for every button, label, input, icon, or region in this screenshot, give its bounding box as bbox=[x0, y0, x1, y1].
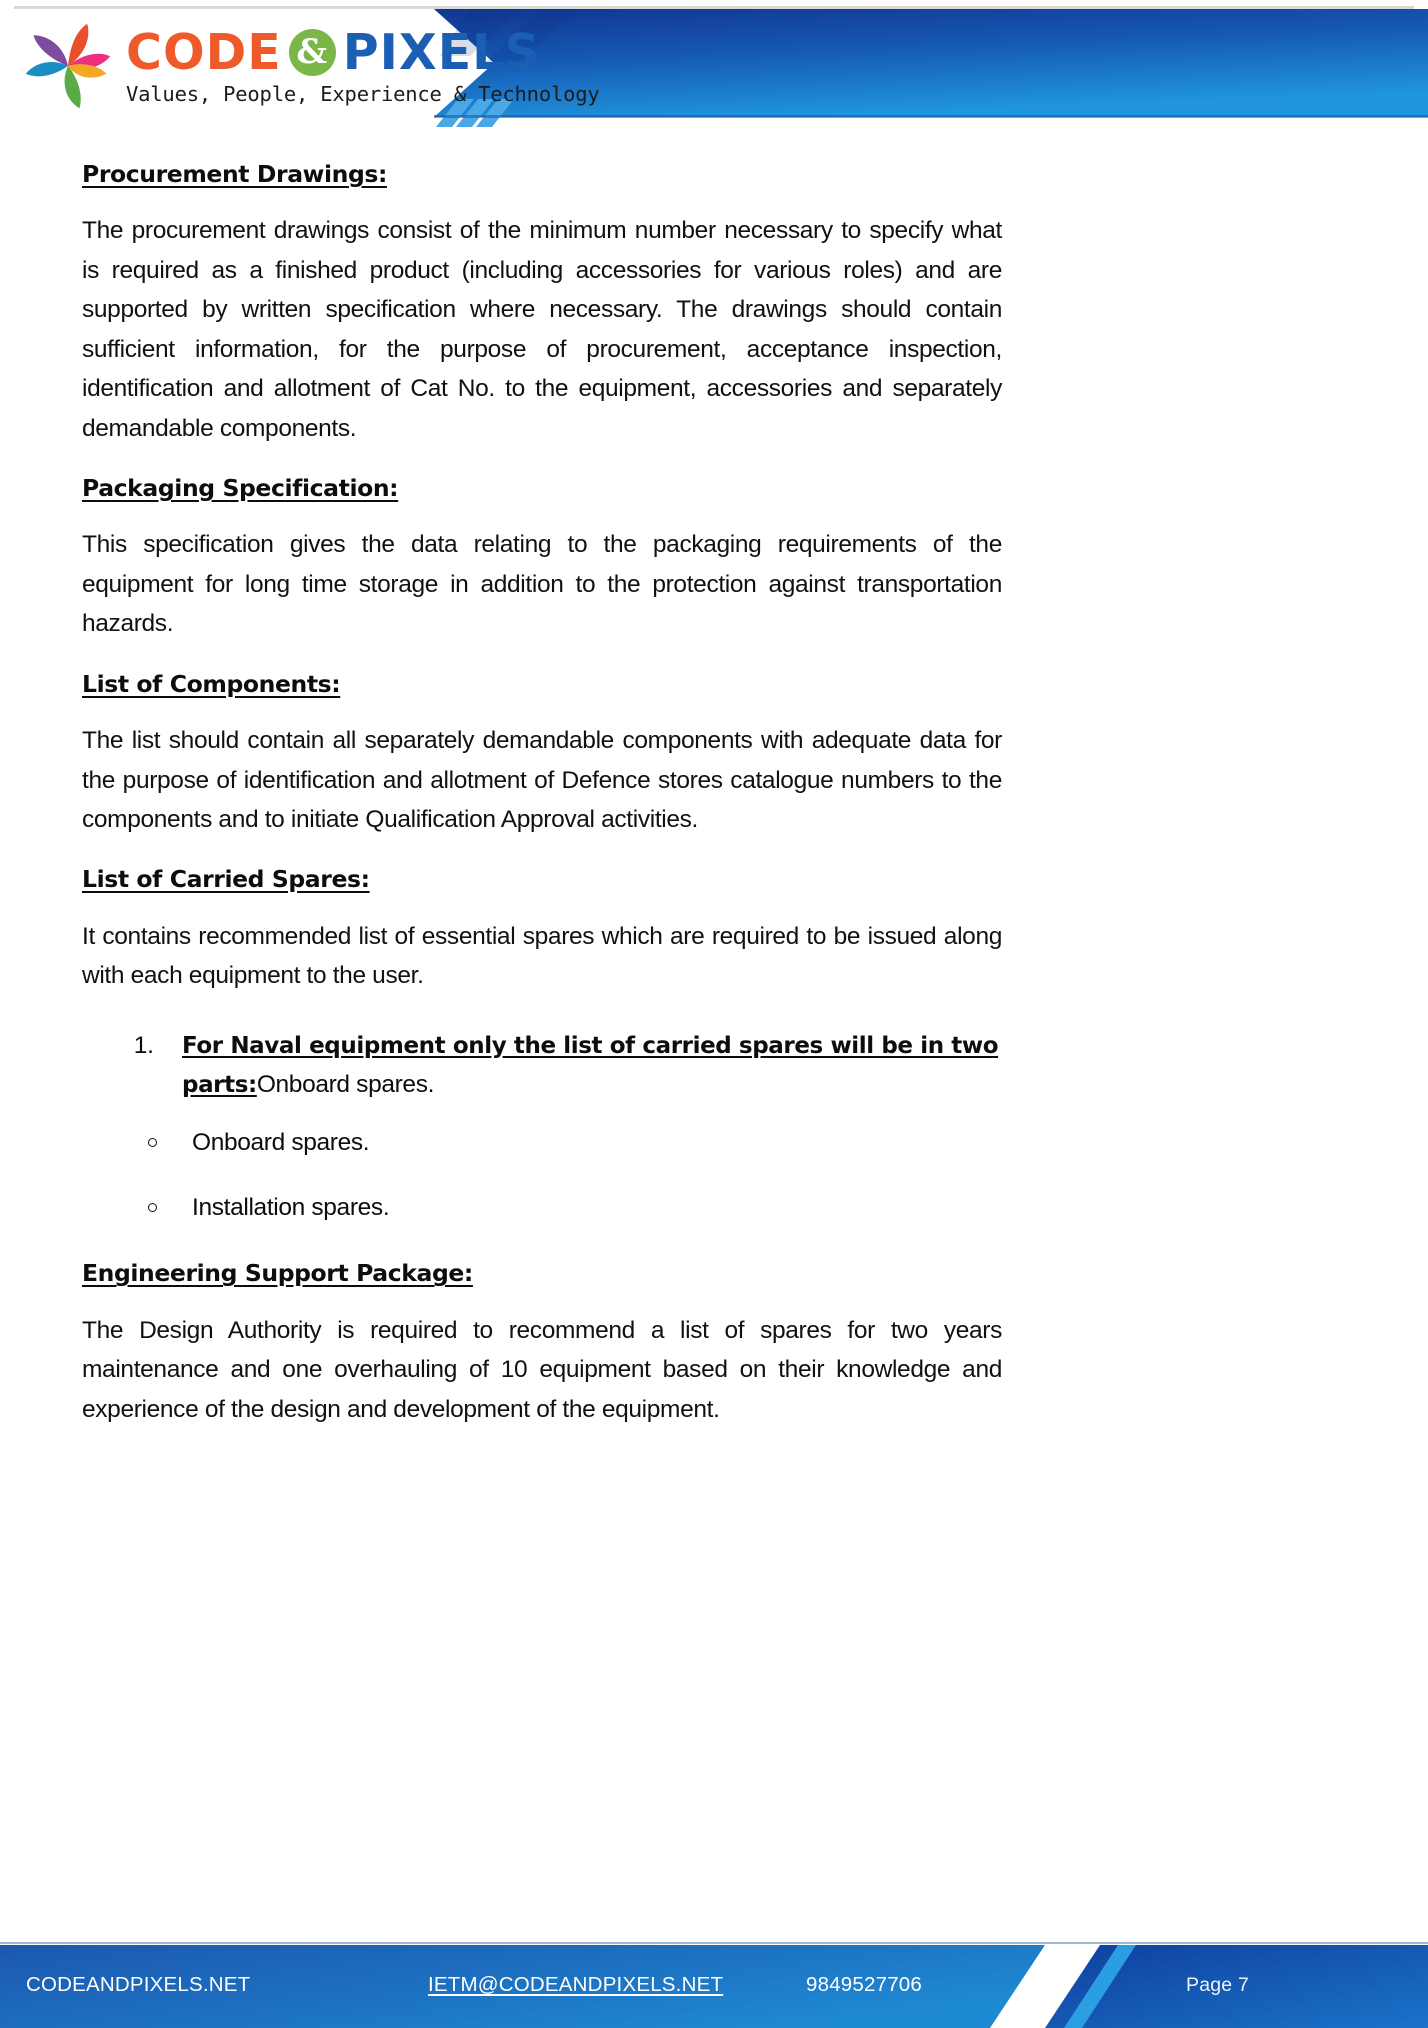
section-heading-engineering-support-package: Engineering Support Package: bbox=[82, 1259, 473, 1288]
sub-bullet-label: Installation spares. bbox=[192, 1194, 390, 1222]
pinwheel-logo-icon bbox=[20, 18, 116, 114]
footer-phone[interactable]: 9849527706 bbox=[806, 1973, 923, 1996]
sub-bullet-label: Onboard spares. bbox=[192, 1129, 370, 1156]
list-item bbox=[160, 1026, 1002, 1105]
section-heading-list-of-components: List of Components: bbox=[82, 669, 341, 698]
logo-tagline: Values, People, Experience & Technology bbox=[126, 81, 600, 106]
section-paragraph-list-of-carried-spares: It contains recommended list of essential spares which are required to be issued along with each equipment to the user. bbox=[82, 922, 1002, 990]
section-paragraph-engineering-support-package: The Design Authority is required to recommend a list of spares for two years maintenance and one overhauling of 10 equipment based on their knowledge and experience of the design and development of the equipment. bbox=[82, 1316, 1002, 1423]
logo-ampersand-badge: & bbox=[289, 29, 336, 76]
numbered-item-plain-text: Onboard spares. bbox=[256, 1071, 435, 1099]
section-heading-packaging-specification: Packaging Specification: bbox=[82, 474, 399, 502]
logo-word-pixels: PIXELS bbox=[342, 23, 541, 81]
list-item bbox=[148, 1188, 1002, 1227]
footer-page-number: Page 7 bbox=[1186, 1973, 1250, 1996]
document-body bbox=[82, 160, 1002, 1455]
list-item bbox=[148, 1123, 1002, 1162]
section-paragraph-packaging-specification: This specification gives the data relating to the packaging requirements of the equipment for long time storage in addition to the protection against transportation hazards. bbox=[82, 531, 1002, 638]
logo-wordmark bbox=[126, 23, 541, 81]
carried-spares-numbered-list bbox=[82, 1026, 1002, 1105]
footer-website[interactable]: CODEANDPIXELS.NET bbox=[26, 1973, 251, 1996]
footer-email-link[interactable]: IETM@CODEANDPIXELS.NET bbox=[428, 1973, 724, 1996]
footer-content-row bbox=[0, 1942, 1428, 2028]
carried-spares-sub-bullets bbox=[82, 1123, 1002, 1227]
section-paragraph-procurement-drawings: The procurement drawings consist of the minimum number necessary to specify what is required as a finished product (including accessories for various roles) and are supported by written specification where necessary. The drawings should contain sufficient information, for the purpose of procurement, acceptance inspection, identification and allotment of Cat No. to the equipment, accessories and separately demandable components. bbox=[82, 217, 1002, 442]
page-header bbox=[0, 0, 1428, 130]
section-paragraph-list-of-components: The list should contain all separately demandable components with adequate data for the purpose of identification and allotment of Defence stores catalogue numbers to the components and to initiate Qualification Approval activities. bbox=[82, 727, 1002, 833]
hollow-bullet-icon bbox=[148, 1203, 157, 1212]
company-logo bbox=[20, 16, 600, 116]
hollow-bullet-icon bbox=[148, 1138, 157, 1147]
section-heading-procurement-drawings: Procurement Drawings: bbox=[82, 160, 387, 188]
section-heading-list-of-carried-spares: List of Carried Spares: bbox=[82, 865, 370, 894]
numbered-item-bold-text: For Naval equipment only the list of carried spares will be in two parts: bbox=[182, 1032, 999, 1099]
logo-word-code: CODE bbox=[126, 23, 282, 81]
page-footer bbox=[0, 1942, 1428, 2028]
